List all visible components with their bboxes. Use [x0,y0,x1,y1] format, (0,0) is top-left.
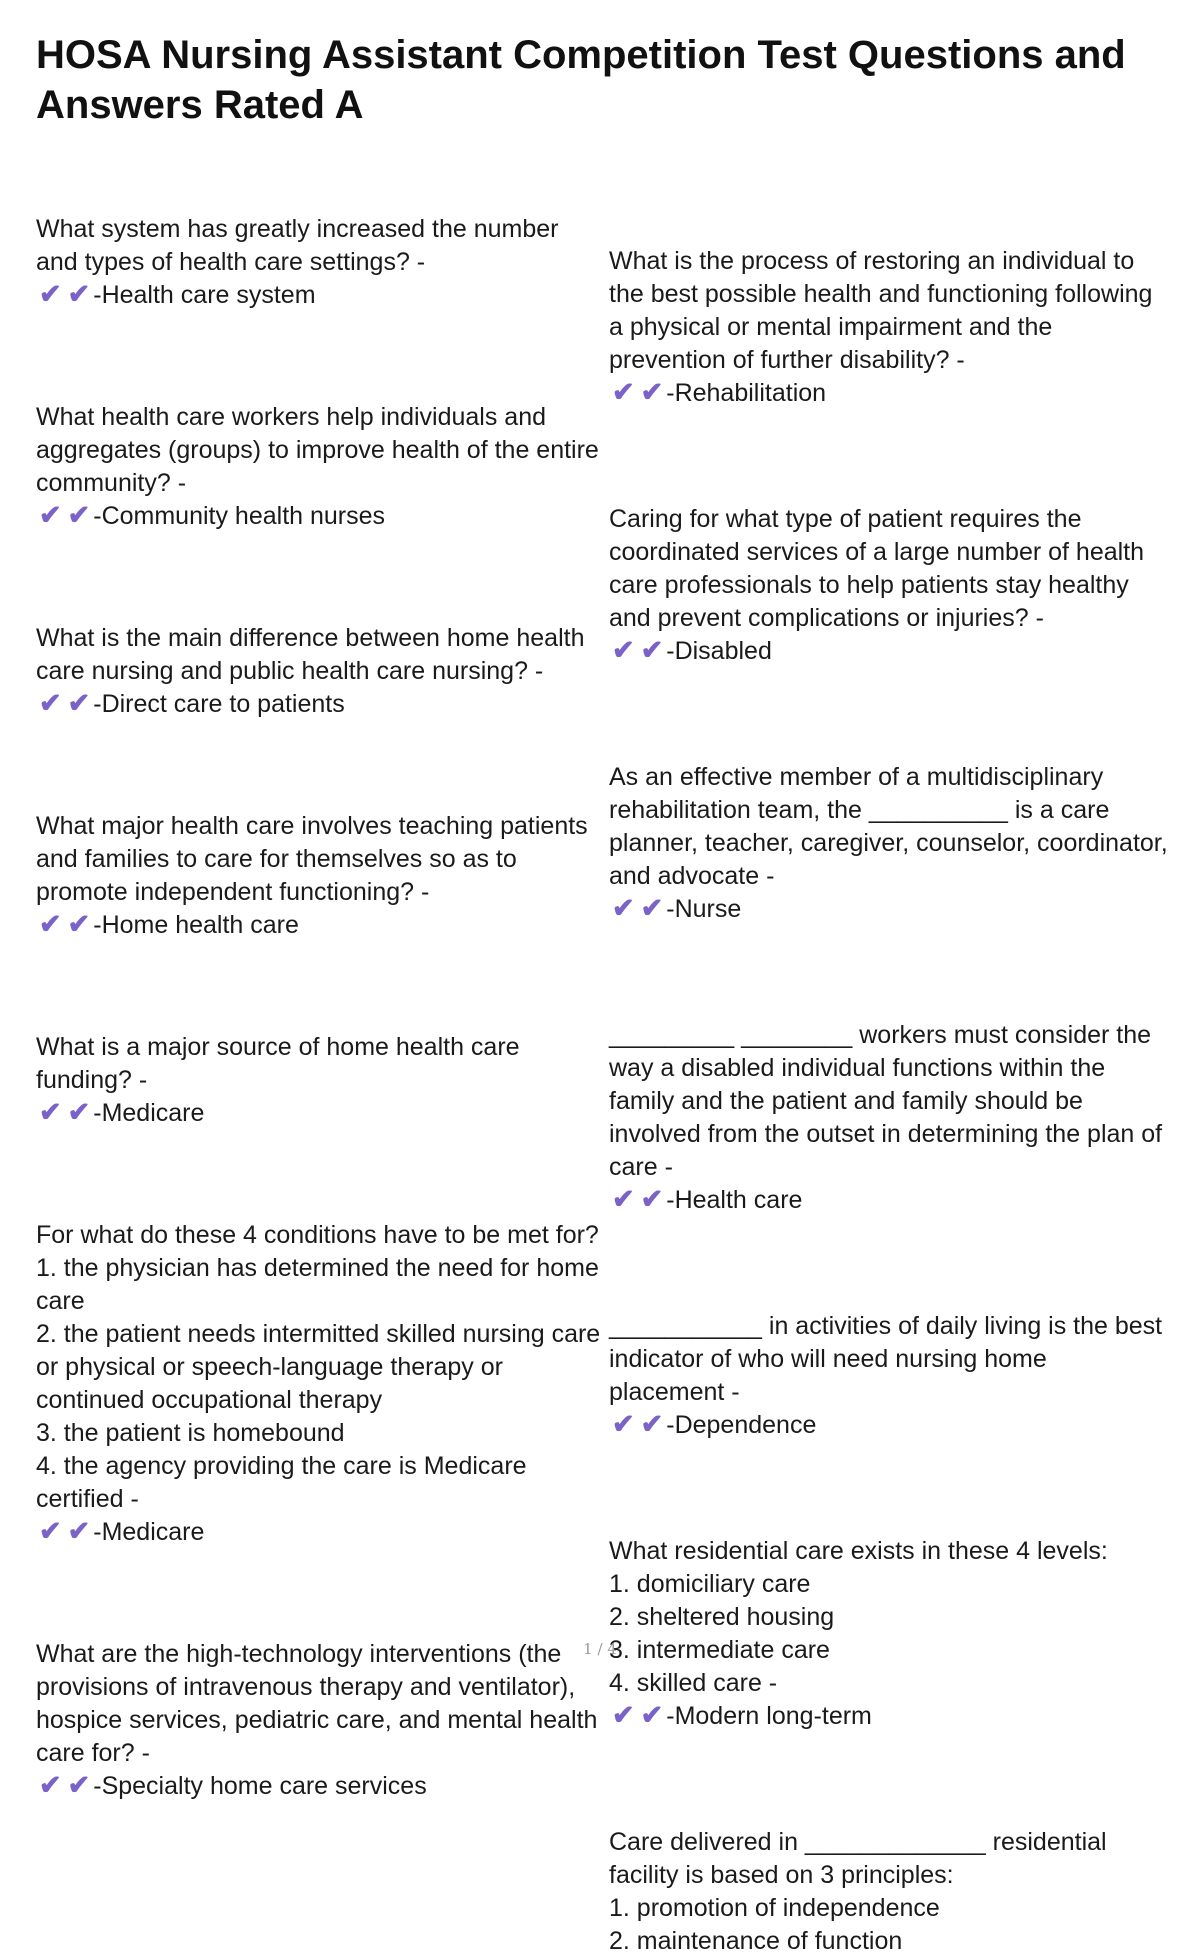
check-icon: ✔ [612,1700,635,1730]
answer-text: -Medicare [93,1099,205,1127]
check-icon: ✔ [612,635,635,665]
check-icon: ✔ [640,377,664,407]
check-icon: ✔ [612,1184,635,1214]
qa-item [609,986,1169,1217]
question-text: What system has greatly increased the number and types of health care settings? - [36,215,559,276]
check-icon: ✔ [640,635,664,665]
check-icon: ✔ [67,500,91,530]
check-icon: ✔ [67,279,91,309]
check-icon: ✔ [39,500,62,530]
question-text: What are the high-technology interventions (the provisions of intravenous therapy and ventilator), hospice services, pediatric care, and mental health care for? - [36,1640,598,1767]
answer-text: -Modern long-term [666,1702,872,1730]
qa-item [609,1277,1169,1442]
answer-text: -Nurse [666,895,742,923]
qa-item [36,998,601,1130]
qa-item [609,1502,1169,1733]
qa-item [609,470,1169,668]
check-icon: ✔ [67,1097,91,1127]
check-icon: ✔ [640,1700,664,1730]
check-icon: ✔ [39,1516,62,1546]
question-text: Caring for what type of patient requires the coordinated services of a large number of health care professionals to help patients stay healthy and prevent complications or injuries? - [609,505,1145,632]
check-icon: ✔ [67,1516,91,1546]
check-icon: ✔ [612,1409,635,1439]
question-text: As an effective member of a multidisciplinary rehabilitation team, the __________ is a care planner, teacher, caregiver, counselor, coordinator, and advocate - [609,763,1168,890]
answer-text: -Home health care [93,911,299,939]
answer-text: -Medicare [93,1518,205,1546]
question-text: For what do these 4 conditions have to be met for? 1. the physician has determined the need for home care 2. the patient needs intermitted skilled nursing care or physical or speech-language therapy or continued occupational therapy 3. the patient is homebound 4. the agency providing the care is Medicare certified - [36,1221,601,1513]
qa-item [36,1605,601,1803]
question-text: What major health care involves teaching patients and families to care for themselves so as to promote independent functioning? - [36,812,588,906]
right-column [609,212,1169,1958]
answer-text: -Health care system [93,281,316,309]
check-icon: ✔ [67,688,91,718]
question-text: ___________ in activities of daily living is the best indicator of who will need nursing home placement - [609,1312,1163,1406]
check-icon: ✔ [67,909,91,939]
question-text: What is the main difference between home health care nursing and public health care nursing? - [36,624,585,685]
answer-text: -Community health nurses [93,502,386,530]
check-icon: ✔ [612,893,635,923]
document-title: HOSA Nursing Assistant Competition Test Questions and Answers Rated A [36,33,1126,127]
check-icon: ✔ [640,1184,664,1214]
qa-item [36,180,601,312]
question-text: What is a major source of home health care funding? - [36,1033,520,1094]
question-text: _________ ________ workers must consider the way a disabled individual functions within the family and the patient and family should be involved from the outset in determining the plan of care - [609,1021,1163,1181]
question-text: What is the process of restoring an individual to the best possible health and functioning following a physical or mental impairment and the prevention of further disability? - [609,247,1153,374]
qa-item [36,368,601,533]
answer-text: -Specialty home care services [93,1772,427,1800]
qa-item [609,728,1169,926]
check-icon: ✔ [39,1097,62,1127]
answer-text: -Dependence [666,1411,817,1439]
check-icon: ✔ [39,1770,62,1800]
check-icon: ✔ [612,377,635,407]
qa-item [609,1793,1169,1958]
qa-item [36,777,601,942]
check-icon: ✔ [640,1409,664,1439]
qa-item [36,1186,601,1549]
check-icon: ✔ [39,909,62,939]
check-icon: ✔ [39,279,62,309]
check-icon: ✔ [67,1770,91,1800]
question-text: Care delivered in _____________ residential facility is based on 3 principles: 1. promotion of independence 2. maintenance of function [609,1828,1107,1955]
check-icon: ✔ [39,688,62,718]
qa-item [609,212,1169,410]
question-text: What residential care exists in these 4 levels: 1. domiciliary care 2. sheltered housing 3. intermediate care 4. skilled care - [609,1537,1108,1697]
question-text: What health care workers help individuals and aggregates (groups) to improve health of the entire community? - [36,403,599,497]
check-icon: ✔ [640,893,664,923]
qa-item [36,589,601,721]
answer-text: -Rehabilitation [666,379,827,407]
answer-text: -Direct care to patients [93,690,345,718]
answer-text: -Disabled [666,637,772,665]
answer-text: -Health care [666,1186,803,1214]
left-column [36,180,601,1803]
page-number: 1 / 4 [583,1640,617,1658]
